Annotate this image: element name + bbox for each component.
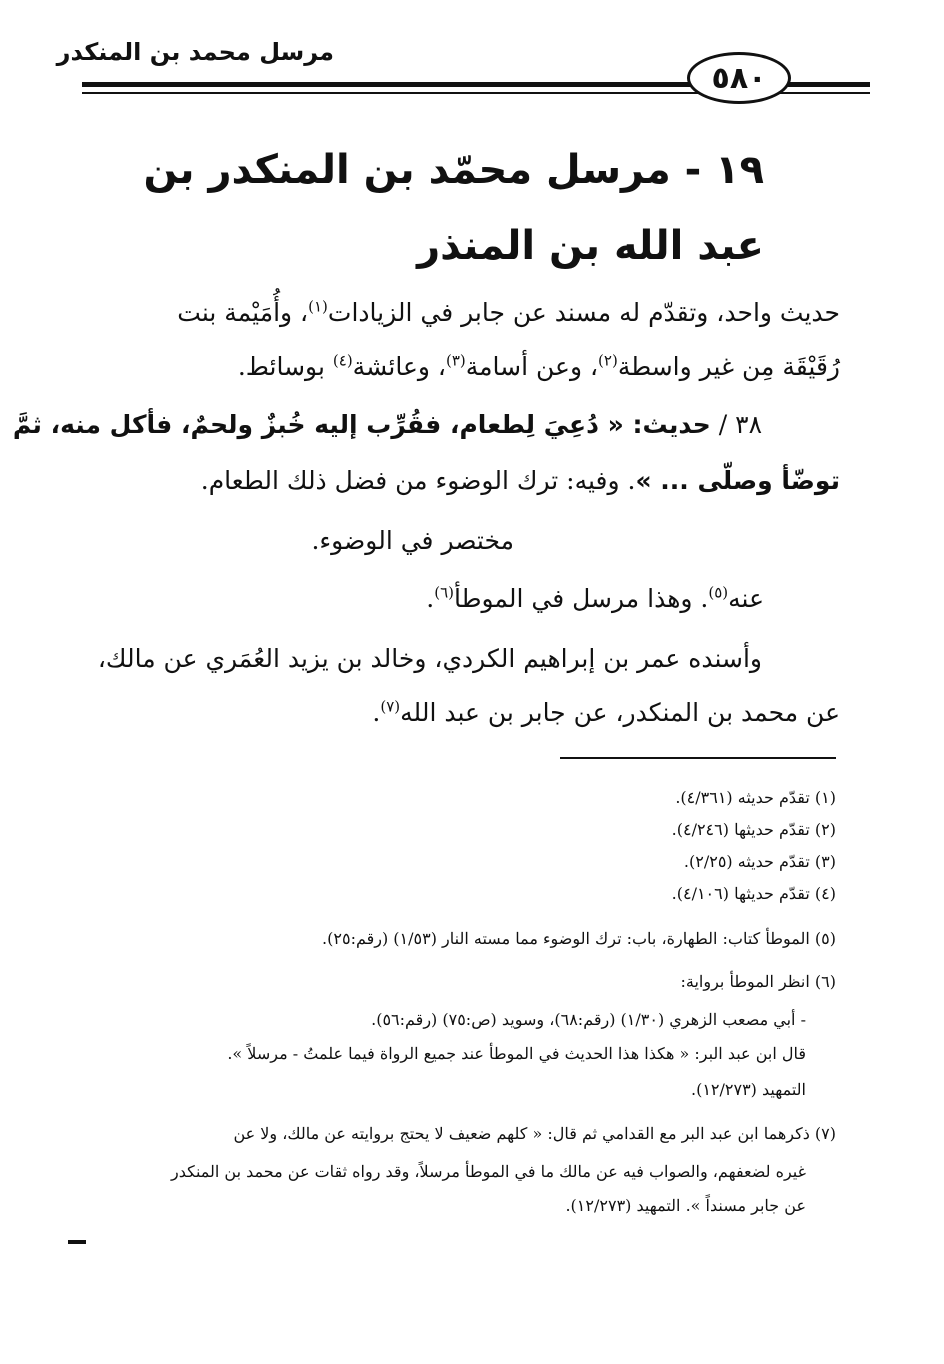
hadith-text: « دُعِيَ لِطعام، فقُرِّب إليه خُبزٌ ولحمٌ، فأكل منه، ثمَّ xyxy=(12,410,633,439)
text-segment: عن محمد بن المنكدر، عن جابر بن عبد الله xyxy=(400,698,840,727)
text-segment: بوسائط. xyxy=(237,352,333,381)
hadith-text: توضّأ وصلّى ... » xyxy=(635,466,840,495)
text-segment: ، وعن أسامة xyxy=(465,352,599,381)
footnote-6-quote: قال ابن عبد البر: « هكذا هذا الحديث في الموطأ عند جميع الرواة فيما علمتُ - مرسلاً ». xyxy=(227,1044,806,1063)
hadith-line-2 xyxy=(201,452,840,510)
footnote-7-line-2: غيره لضعفهم، والصواب فيه عن مالك ما في الموطأ مرسلاً، وقد رواه ثقات عن محمد بن المنكدر xyxy=(170,1162,806,1181)
footnote-ref-1: (١) xyxy=(308,297,328,316)
footnote-3: (٣) تقدّم حديثه (٢/٢٥). xyxy=(683,852,836,871)
text-segment: ، وأُمَيْمة بنت xyxy=(177,298,309,327)
hadith-label: حديث: xyxy=(632,410,711,439)
footnote-6-source: التمهيد (١٢/٢٧٣). xyxy=(690,1080,806,1099)
asnad-line-2 xyxy=(372,684,840,742)
footnote-6: (٦) انظر الموطأ برواية: xyxy=(680,972,836,991)
footnote-4: (٤) تقدّم حديثها (٤/١٠٦). xyxy=(671,884,836,903)
text-segment: حديث واحد، وتقدّم له مسند عن جابر في الزيادات xyxy=(327,298,840,327)
text-segment: عنه xyxy=(728,584,764,613)
footnote-7-line-3: عن جابر مسنداً ». التمهيد (١٢/٢٧٣). xyxy=(565,1196,806,1215)
paragraph-1-line-1 xyxy=(177,284,840,342)
footnote-ref-6: (٦) xyxy=(434,583,454,602)
chapter-title: ١٩ - مرسل محمّد بن المنكدر بن عبد الله بن المنذر xyxy=(143,147,764,269)
footnote-7-line-1: (٧) ذكرهما ابن عبد البر مع القدامي ثم قال: « كلهم ضعيف لا يحتج بروايته عن مالك، ولا عن xyxy=(233,1124,836,1143)
page-mark xyxy=(68,1240,86,1244)
hadith-number: ٣٨ / xyxy=(710,410,762,439)
text-segment: ، وعائشة xyxy=(352,352,446,381)
footnote-ref-3: (٣) xyxy=(445,351,466,370)
footnote-1: (١) تقدّم حديثه (٤/٣٦١). xyxy=(675,788,836,807)
asnad-line-1: وأسنده عمر بن إبراهيم الكردي، وخالد بن يزيد العُمَري عن مالك، xyxy=(97,644,762,673)
footnote-2: (٢) تقدّم حديثها (٤/٢٤٦). xyxy=(671,820,836,839)
paragraph-1-line-2 xyxy=(238,338,840,396)
footnote-ref-7: (٧) xyxy=(380,697,401,716)
page-number: ٥٨٠ xyxy=(687,52,791,104)
footnote-6-item: - أبي مصعب الزهري (١/٣٠) (رقم:٦٨)، وسويد (ص:٧٥) (رقم:٥٦). xyxy=(371,1010,806,1029)
text-segment: . xyxy=(372,698,381,727)
text-segment: . وفيه: ترك الوضوء من فضل ذلك الطعام. xyxy=(200,466,636,495)
text-segment: . وهذا مرسل في الموطأ xyxy=(453,584,709,613)
mukhtasar-line: مختصر في الوضوء. xyxy=(311,526,514,555)
footnote-5: (٥) الموطأ كتاب: الطهارة، باب: ترك الوضوء مما مسته النار (١/٥٣) (رقم:٢٥). xyxy=(322,929,836,948)
running-title: مرسل محمد بن المنكدر xyxy=(56,38,334,66)
footnote-separator xyxy=(560,757,836,759)
footnote-ref-5: (٥) xyxy=(708,583,729,602)
text-segment: . xyxy=(426,584,435,613)
anhu-line xyxy=(426,570,764,628)
text-segment: رُقَيْقَة مِن غير واسطة xyxy=(617,352,840,381)
footnote-ref-2: (٢) xyxy=(598,351,618,370)
hadith-line-1 xyxy=(13,396,762,454)
footnote-ref-4: (٤) xyxy=(332,351,353,370)
